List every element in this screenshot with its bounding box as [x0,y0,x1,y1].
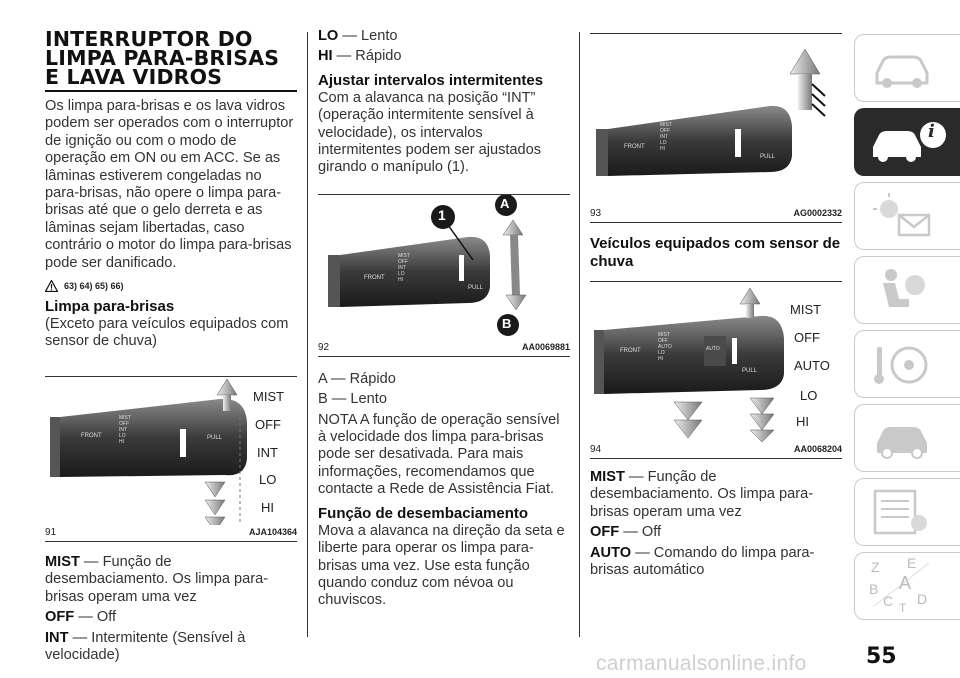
list-item [318,48,570,65]
stalk-label-mist: MIST [398,252,410,259]
car-breakdown-icon [869,413,935,463]
steering-key-icon [869,339,935,389]
intro-paragraph: Os limpa para-brisas e os lava vidros podem ser operados com o interruptor de ignição ou com o modo de operação em ON ou em ACC. Se as lâminas estiverem congeladas no para-brisas, não opere o limpa para-brisas até que o gelo derreta e as lâminas sejam libertadas, caso contrário o motor do limpa para-brisas pode ser danificado. [45,98,294,271]
callout-b: B [502,315,512,331]
figure-94-caption [590,442,842,459]
callout-a: A [500,195,510,211]
stalk-label-hi: HI [119,438,124,445]
stalk-label-hi: HI [398,276,403,283]
tab-safety[interactable] [854,256,960,324]
subheading-intervals: Ajustar intervalos intermitentes [318,71,544,89]
stalk-label-front: FRONT [624,144,645,150]
stalk-label-pull: PULL [468,284,484,291]
list-item [318,28,570,45]
definition: — Comando do limpa para-brisas automático [590,544,815,579]
position-label-lo: LO [259,471,277,487]
term: MIST [590,469,625,485]
stalk-label-pull: PULL [760,154,776,160]
index-letter: Z [871,559,880,575]
legend-b: B — Lento [318,391,387,408]
list-item [45,630,297,665]
dashboard-lights-icon [869,191,935,241]
stalk-label-off: OFF [660,128,670,134]
position-label-lo: LO [800,388,818,403]
position-label-mist: MIST [253,388,285,404]
position-label-off: OFF [255,416,281,432]
subheading-rain-sensor: Veículos equipados com sensor de chuva [590,235,841,270]
figure-93 [590,34,842,206]
wiper-stalk-mist-illustration [590,34,842,206]
definition: — Lento [338,28,398,44]
definition: — Intermitente (Sensível à velocidade) [45,629,246,663]
stalk-label-front: FRONT [620,348,641,354]
index-letter: D [917,591,928,607]
definition: — Função de desembaciamento. Os limpa para-brisas operam uma vez [45,553,269,605]
list-item [590,469,842,521]
maintenance-list-icon [869,487,935,537]
figure-code: AA0068204 [793,444,842,454]
stalk-label-lo: LO [660,140,667,146]
stalk-label-int: INT [660,134,669,140]
figure-93-caption [590,206,842,223]
subheading-note: (Exceto para veículos equipados com sensor de chuva) [45,316,289,350]
column-divider [579,32,580,637]
column-1 [45,27,297,664]
stalk-label-front: FRONT [81,432,102,439]
stalk-label-int: INT [398,264,407,271]
stalk-label-lo: LO [398,270,405,277]
index-letter: A [899,573,912,593]
airbag-seat-icon [869,265,935,315]
column-2 [318,28,570,610]
page-number: 55 [866,644,897,669]
callout-1: 1 [438,206,446,223]
figure-91 [45,377,297,525]
stalk-label-mist: MIST [119,414,131,421]
note-paragraph: NOTA A função de operação sensível à velocidade dos limpa para-brisas pode ser desativada. Para mais informações, recomendamos que contacte a Rede de Assistência Fiat. [318,411,560,498]
term: AUTO [590,544,632,561]
position-label-hi: HI [261,499,274,515]
figure-92-caption [318,340,570,357]
car-icon [869,43,935,93]
figure-number: 92 [318,341,330,353]
definition: — Função de desembaciamento. Os limpa para-brisas operam uma vez [590,469,814,520]
definition: — Rápido [332,48,402,65]
list-item [590,545,842,580]
definition: — Off [74,609,117,626]
tab-dashboard-lights[interactable] [854,182,960,250]
stalk-label-mist: MIST [658,332,670,338]
stalk-label-hi: HI [658,356,663,362]
stalk-label-off: OFF [658,338,668,344]
watermark: carmanualsonline.info [596,652,807,675]
list-item [45,609,297,626]
stalk-label-front: FRONT [364,274,385,281]
position-label-mist: MIST [790,302,822,317]
figure-number: 91 [45,526,57,538]
term: OFF [590,524,620,541]
warning-reference [45,280,297,292]
info-glyph: i [928,121,935,142]
figure-number: 94 [590,444,602,455]
position-label-off: OFF [794,330,820,345]
stalk-label-auto-dial: AUTO [706,346,720,352]
subheading-wiper: Limpa para-brisas [45,298,175,316]
subheading-defog: Função de desembaciamento [318,504,529,522]
figure-code: AJA104364 [248,526,297,537]
stalk-label-pull: PULL [207,434,223,441]
section-title [45,27,297,92]
position-label-int: INT [257,444,278,460]
tab-maintenance[interactable] [854,478,960,546]
figure-92 [318,195,570,340]
list-item [590,524,842,541]
term: INT [45,629,69,646]
term: HI [318,48,333,65]
stalk-label-int: INT [119,426,128,433]
legend-a: A — Rápido [318,370,396,387]
figure-code: AA0069881 [521,341,570,352]
figure-94 [590,282,842,442]
column-divider [307,32,308,637]
term: LO [318,28,339,44]
title-line-2: LIMPA PARA-BRISAS [45,46,280,70]
tab-emergency[interactable] [854,404,960,472]
tab-vehicle[interactable] [854,34,960,102]
index-letter: B [869,581,879,597]
index-letter: E [907,555,917,571]
term: MIST [45,553,80,570]
stalk-label-mist: MIST [660,122,672,128]
figure-code: AG0002332 [793,208,842,218]
stalk-label-off: OFF [119,420,129,427]
term: OFF [45,609,75,626]
tab-starting-driving[interactable] [854,330,960,398]
list-item [45,554,297,606]
stalk-label-off: OFF [398,258,408,265]
column-3 [590,28,842,579]
index-letter: C [883,593,894,609]
defog-paragraph: Mova a alavanca na direção da seta e liberte para operar os limpa para-brisas uma vez. Use esta função quando conduz com névoa ou chuviscos. [318,522,565,609]
title-line-3: E LAVA VIDROS [45,65,223,89]
stalk-label-hi: HI [660,146,665,152]
stalk-label-pull: PULL [742,368,758,374]
tab-vehicle-info[interactable] [854,108,960,176]
title-line-1: INTERRUPTOR DO [45,27,253,51]
index-letter: T [899,601,907,615]
position-label-auto: AUTO [794,358,830,373]
intervals-paragraph: Com a alavanca na posição “INT” (operação intermitente sensível à velocidade), os intervalos intermitentes podem ser ajustados girando o manípulo (1). [318,89,542,176]
figure-91-caption [45,525,297,542]
stalk-label-lo: LO [658,350,665,356]
tab-index[interactable] [854,552,960,620]
stalk-label-lo: LO [119,432,126,439]
definition: — Off [619,524,662,541]
warning-refs: 63) 64) 65) 66) [64,281,124,292]
figure-number: 93 [590,208,602,219]
chapter-tabs [854,34,960,626]
position-label-hi: HI [796,414,809,429]
car-info-icon [869,117,949,167]
stalk-label-auto: AUTO [658,344,672,350]
warning-triangle-icon [45,280,58,292]
